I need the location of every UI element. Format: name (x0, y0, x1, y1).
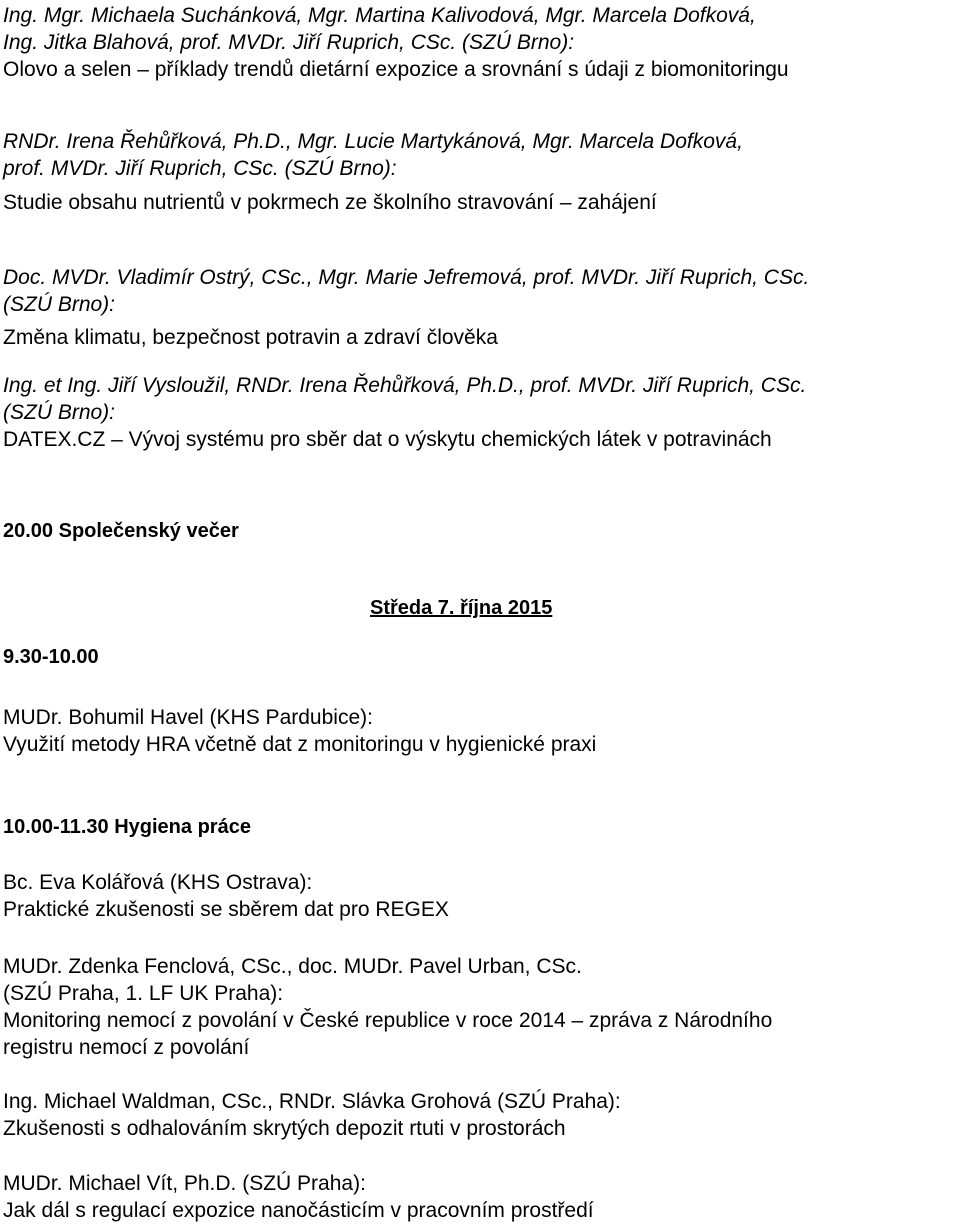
day-heading: Středa 7. října 2015 (370, 597, 553, 619)
talk-authors: Ing. Michael Waldman, CSc., RNDr. Slávka Grohová (SZÚ Praha): (3, 1090, 621, 1113)
talk-title: Zkušenosti s odhalováním skrytých depozit rtuti v prostorách (3, 1117, 566, 1140)
talk-title: Olovo a selen – příklady trendů dietární expozice a srovnání s údaji z biomonitoringu (3, 58, 789, 81)
talk-entry (3, 2, 953, 83)
section-heading-hygiene: 10.00-11.30 Hygiena práce (3, 816, 251, 838)
talk-entry (3, 128, 953, 216)
talk-title: Jak dál s regulací expozice nanočásticím v pracovním prostředí (3, 1199, 594, 1222)
talk-authors: RNDr. Irena Řehůřková, Ph.D., Mgr. Lucie Martykánová, Mgr. Marcela Dofková, (3, 130, 743, 153)
talk-authors: Ing. Mgr. Michaela Suchánková, Mgr. Martina Kalivodová, Mgr. Marcela Dofková, (3, 4, 756, 27)
talk-authors: (SZÚ Brno): (3, 401, 116, 424)
talk-entry (3, 1088, 953, 1142)
talk-title: Využití metody HRA včetně dat z monitoringu v hygienické praxi (3, 733, 597, 756)
talk-entry (3, 704, 953, 758)
talk-title: Studie obsahu nutrientů v pokrmech ze školního stravování – zahájení (3, 191, 657, 214)
talk-title: Monitoring nemocí z povolání v České republice v roce 2014 – zpráva z Národního (3, 1009, 773, 1032)
talk-entry (3, 372, 953, 453)
talk-title: registru nemocí z povolání (3, 1036, 250, 1059)
talk-authors: Ing. et Ing. Jiří Vysloužil, RNDr. Irena Řehůřková, Ph.D., prof. MVDr. Jiří Ruprich, CSc. (3, 374, 807, 397)
talk-title: DATEX.CZ – Vývoj systému pro sběr dat o výskytu chemických látek v potravinách (3, 428, 772, 451)
talk-authors: prof. MVDr. Jiří Ruprich, CSc. (SZÚ Brno): (3, 157, 397, 180)
talk-authors: (SZÚ Brno): (3, 293, 116, 316)
talk-authors: MUDr. Zdenka Fenclová, CSc., doc. MUDr. Pavel Urban, CSc. (3, 955, 582, 978)
talk-entry (3, 264, 953, 351)
talk-title: Změna klimatu, bezpečnost potravin a zdraví člověka (3, 326, 498, 349)
talk-entry (3, 869, 953, 923)
talk-authors: (SZÚ Praha, 1. LF UK Praha): (3, 982, 284, 1005)
section-heading-evening: 20.00 Společenský večer (3, 520, 239, 542)
talk-authors: MUDr. Michael Vít, Ph.D. (SZÚ Praha): (3, 1172, 366, 1195)
talk-authors: Doc. MVDr. Vladimír Ostrý, CSc., Mgr. Marie Jefremová, prof. MVDr. Jiří Ruprich, CSc. (3, 266, 810, 289)
talk-entry (3, 953, 953, 1061)
time-slot: 9.30-10.00 (3, 646, 99, 668)
talk-entry (3, 1170, 953, 1224)
talk-authors: Ing. Jitka Blahová, prof. MVDr. Jiří Ruprich, CSc. (SZÚ Brno): (3, 31, 575, 54)
talk-authors: Bc. Eva Kolářová (KHS Ostrava): (3, 871, 313, 894)
talk-title: Praktické zkušenosti se sběrem dat pro REGEX (3, 898, 449, 921)
talk-authors: MUDr. Bohumil Havel (KHS Pardubice): (3, 706, 373, 729)
